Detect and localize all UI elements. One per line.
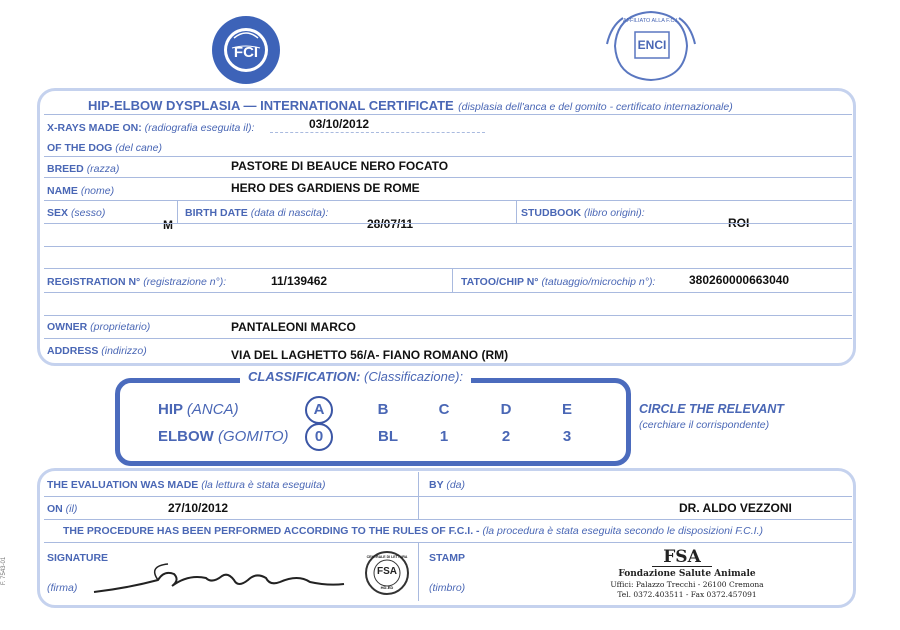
fsa-office: Uffici: Palazzo Trecchi - 26100 Cremona: [610, 580, 764, 589]
xrays-value: 03/10/2012: [309, 117, 370, 131]
chip-label: TATOO/CHIP N° (tatuaggio/microchip n°):: [461, 276, 656, 288]
sex-label: SEX (sesso): [47, 207, 106, 219]
fsa-seal: [364, 550, 410, 596]
breed-value: PASTORE DI BEAUCE NERO FOCATO: [231, 159, 449, 173]
elbow-grade-bl[interactable]: BL: [378, 428, 398, 445]
hip-grade-a[interactable]: A: [313, 401, 325, 418]
fsa-stamp: [592, 548, 782, 600]
hip-grade-c[interactable]: C: [438, 401, 450, 418]
by-value: DR. ALDO VEZZONI: [679, 501, 792, 515]
hip-label: HIP (ANCA): [158, 401, 239, 418]
on-label: ON (il): [47, 503, 78, 515]
owner-label: OWNER (proprietario): [47, 321, 151, 333]
title-sub: (displasia dell'anca e del gomito - certificato internazionale): [458, 101, 733, 113]
sex-value: M: [163, 218, 173, 232]
classification-title: CLASSIFICATION: (Classificazione):: [240, 369, 471, 384]
evaluation-made-label: THE EVALUATION WAS MADE (la lettura è stata eseguita): [47, 479, 326, 491]
elbow-grade-0[interactable]: 0: [314, 428, 324, 445]
certificate-title: [88, 97, 733, 115]
registration-value: 11/139462: [271, 274, 328, 288]
form-code: F. 7543-01: [1, 556, 8, 586]
enci-logo-text: ENCI: [637, 38, 667, 52]
enci-logo: [603, 6, 699, 86]
signature-scribble: [88, 558, 348, 598]
elbow-grade-1[interactable]: 1: [439, 428, 449, 445]
name-value: HERO DES GARDIENS DE ROME: [231, 181, 420, 195]
by-label: BY (da): [429, 479, 466, 491]
hip-grade-d[interactable]: D: [500, 401, 512, 418]
name-label: NAME (nome): [47, 185, 115, 197]
registration-label: REGISTRATION N° (registrazione n°):: [47, 276, 227, 288]
stamp-label: STAMP: [429, 552, 465, 564]
studbook-label: STUDBOOK (libro origini):: [521, 207, 645, 219]
title-main: HIP-ELBOW DYSPLASIA — INTERNATIONAL CERTIFICATE: [88, 98, 454, 113]
breed-label: BREED (razza): [47, 163, 120, 175]
seal-bottom: HD-ED: [380, 585, 394, 590]
xrays-label: X-RAYS MADE ON: (radiografia eseguita il):: [47, 122, 255, 134]
procedure-text: THE PROCEDURE HAS BEEN PERFORMED ACCORDING TO THE RULES OF F.C.I. - (la procedura è stata eseguita secondo le disposizioni F.C.I.): [63, 525, 763, 537]
elbow-grade-3[interactable]: 3: [562, 428, 572, 445]
on-value: 27/10/2012: [168, 501, 229, 515]
hip-grade-e[interactable]: E: [561, 401, 572, 418]
fsa-name: Fondazione Salute Animale: [618, 569, 756, 579]
circle-note-it: (cerchiare il corrispondente): [639, 419, 770, 431]
fci-logo-text: FCI: [233, 44, 259, 61]
elbow-grade-2[interactable]: 2: [501, 428, 511, 445]
birth-label: BIRTH DATE (data di nascita):: [185, 207, 329, 219]
studbook-value: ROI: [728, 216, 750, 230]
signature-label: SIGNATURE: [47, 552, 109, 564]
chip-value: 380260000663040: [689, 273, 790, 287]
classification-box: [115, 378, 631, 466]
seal-text: FSA: [377, 566, 397, 577]
hip-grade-b[interactable]: B: [377, 401, 389, 418]
address-label: ADDRESS (indirizzo): [47, 345, 147, 357]
owner-value: PANTALEONI MARCO: [231, 320, 356, 334]
fsa-phone: Tel. 0372.403511 - Fax 0372.457091: [617, 590, 757, 599]
birth-value: 28/07/11: [367, 217, 414, 231]
fci-logo: [210, 14, 282, 86]
elbow-label: ELBOW (GOMITO): [158, 428, 289, 445]
seal-ring: CENTRALE DI LETTURA: [366, 555, 408, 559]
of-the-dog-label: OF THE DOG (del cane): [47, 142, 162, 154]
circle-note: CIRCLE THE RELEVANT: [639, 402, 784, 416]
fsa-logo: FSA: [652, 548, 712, 567]
signature-label-it: (firma): [47, 582, 78, 594]
address-value: VIA DEL LAGHETTO 56/A- FIANO ROMANO (RM): [231, 348, 509, 362]
enci-logo-ring: AFFILIATO ALLA F.C.I.: [622, 18, 680, 24]
stamp-label-it: (timbro): [429, 582, 466, 594]
